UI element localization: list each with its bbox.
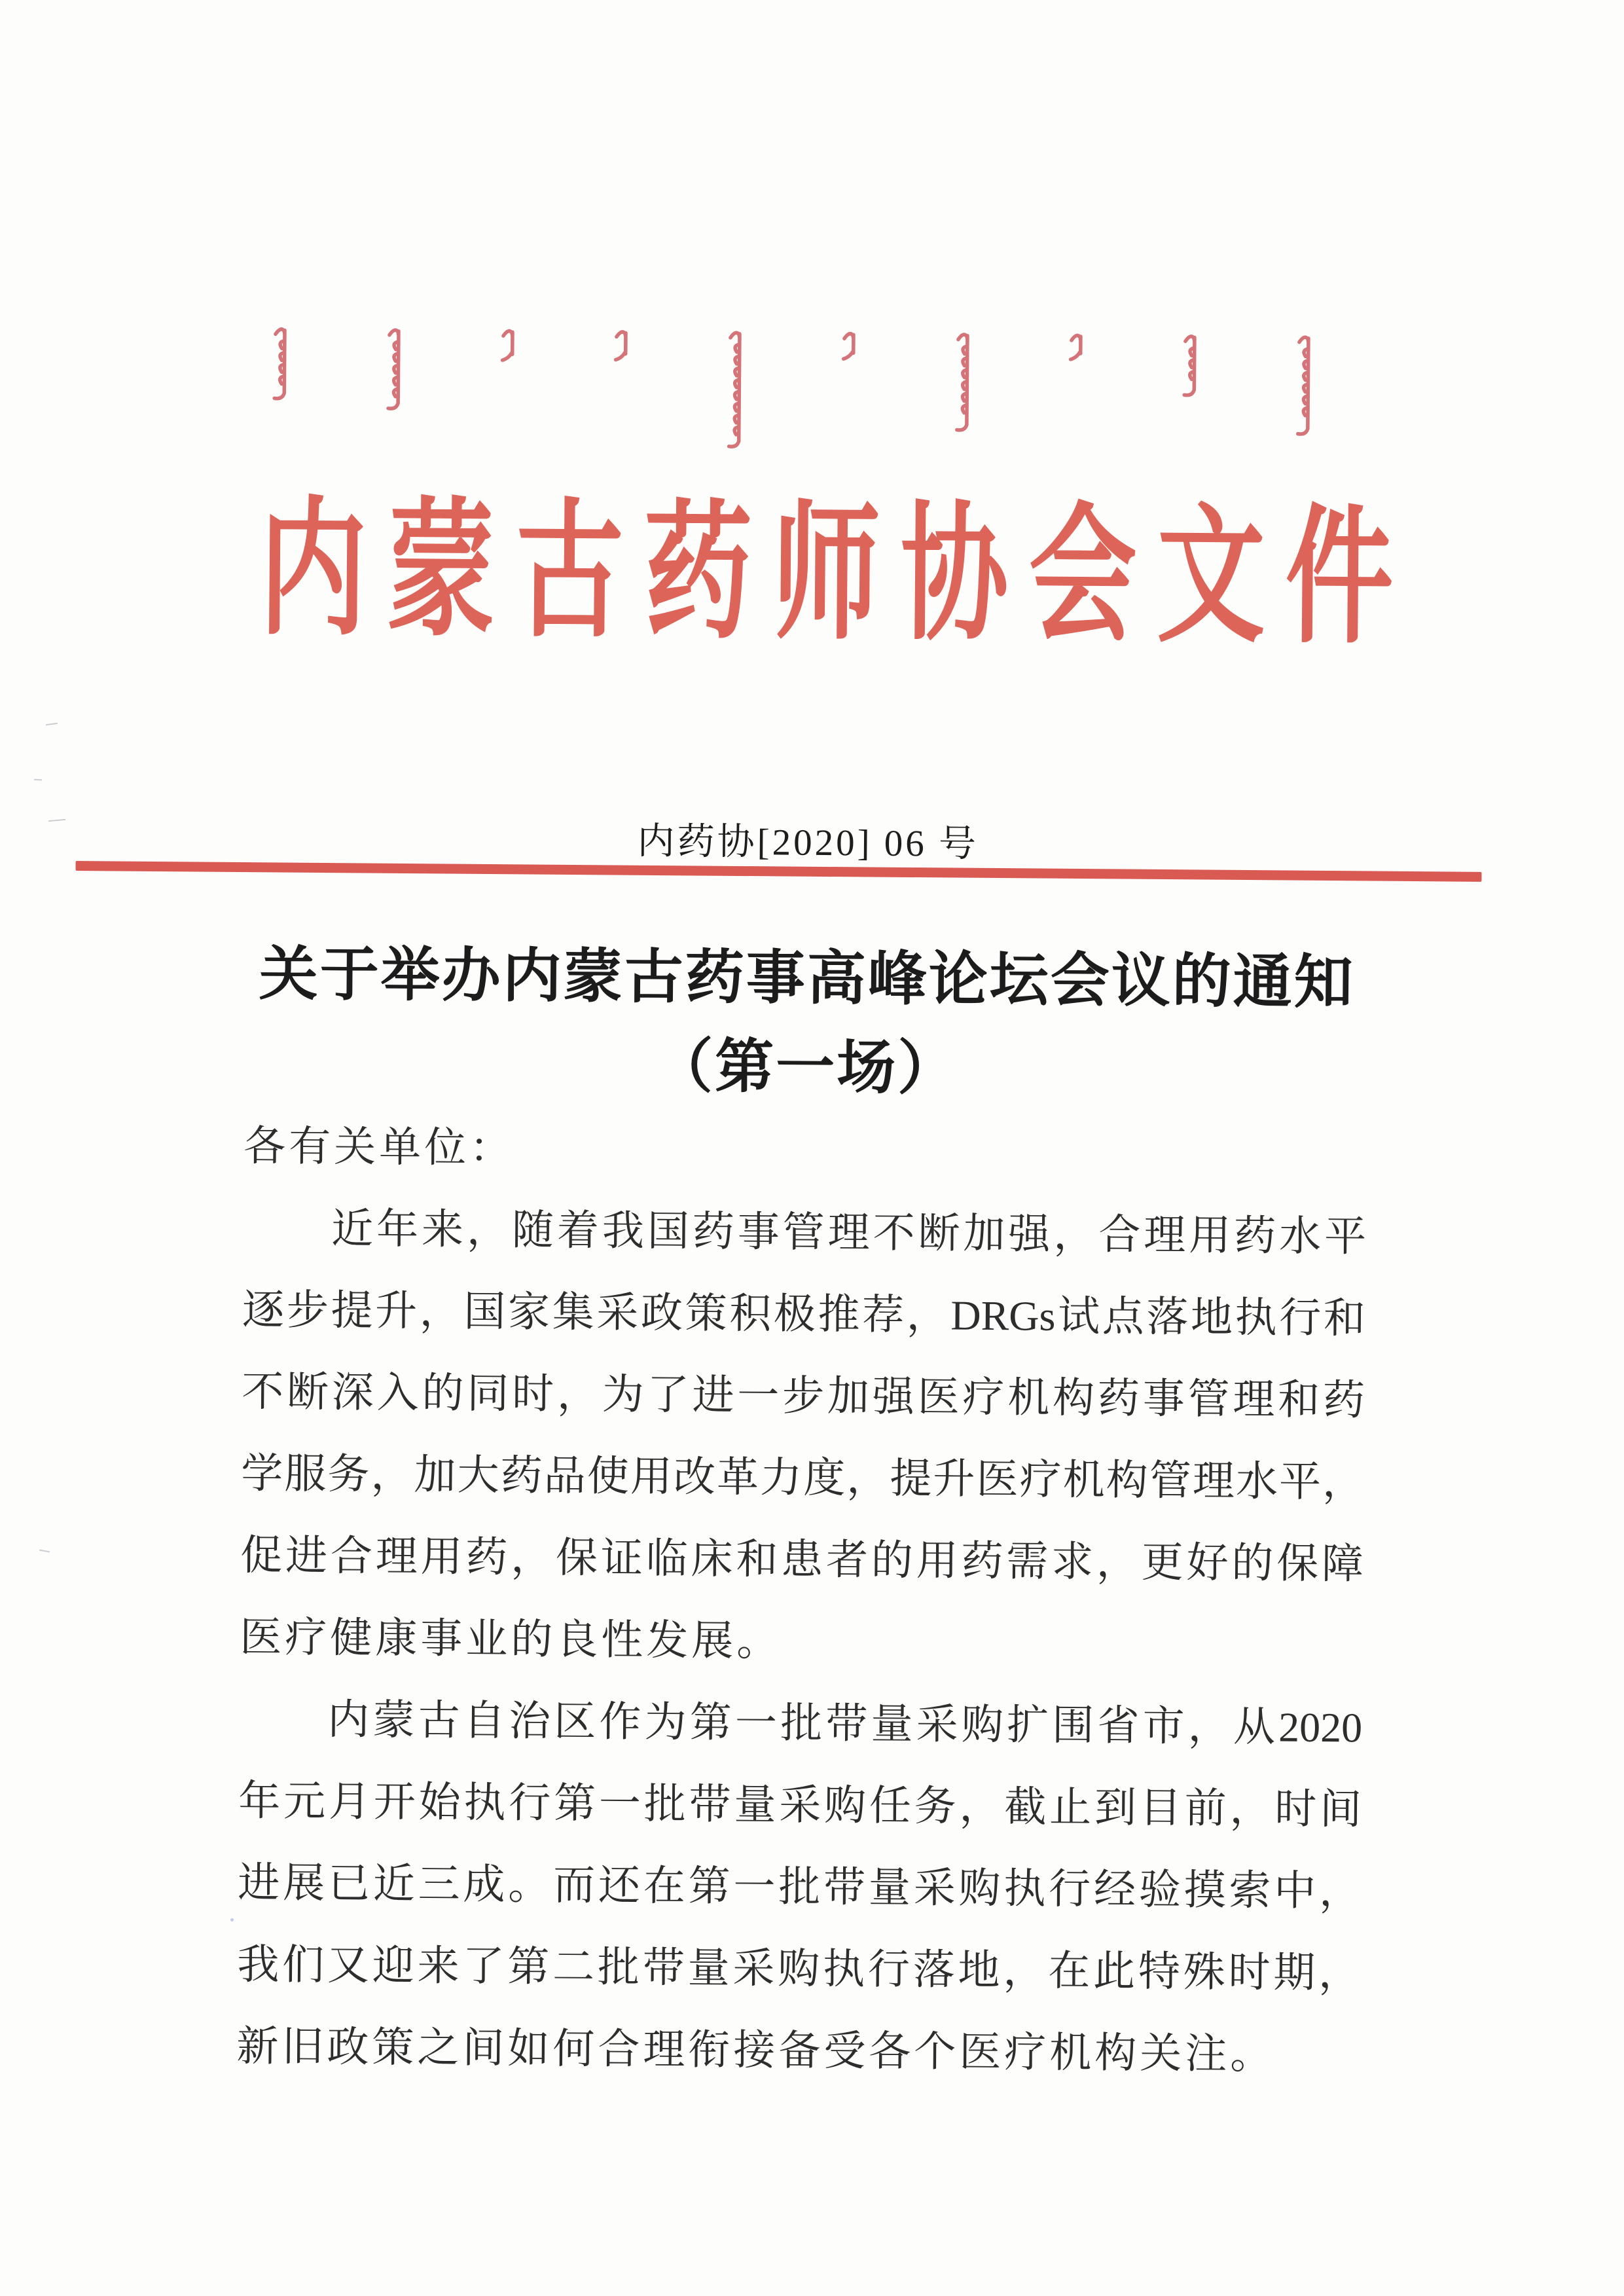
body-line: 医疗健康事业的良性发展。: [240, 1613, 782, 1665]
body-line-token: 不: [873, 1209, 915, 1257]
body-line-token: ，: [846, 1455, 889, 1502]
notice-title-line2: （第一场）: [653, 1034, 959, 1102]
body-line-token: 行: [1279, 1294, 1322, 1341]
body-line-token: 理: [1144, 1211, 1186, 1259]
body-line-token: 进: [692, 1372, 734, 1419]
body-line-token: 元: [283, 1777, 326, 1825]
body-line-token: 务: [327, 1451, 370, 1498]
body-line-token: 摸: [1183, 1867, 1226, 1914]
body-line-token: 特: [1138, 1948, 1181, 1995]
body-line-token: ，: [906, 1291, 949, 1339]
body-line-token: 度: [803, 1454, 846, 1502]
body-line-token: 了: [462, 1942, 505, 1990]
body-line-token: 执: [1235, 1294, 1277, 1341]
body-line-token: 试: [1057, 1292, 1100, 1340]
body-line-token: 保: [555, 1534, 598, 1582]
body-line-token: 购: [961, 1701, 1004, 1749]
body-line-token: 自: [463, 1697, 506, 1745]
body-line-token: 和: [736, 1535, 778, 1583]
body-line-token: 了: [647, 1371, 689, 1419]
body-line-token: 学: [240, 1450, 283, 1497]
body-line-token: 用: [1188, 1212, 1231, 1259]
body-line-token: 药: [1233, 1212, 1276, 1260]
body-line-token: 步: [782, 1372, 825, 1419]
body-line-token: 古: [418, 1697, 460, 1744]
body-line-token: ，: [1318, 1867, 1362, 1915]
masthead-char: 古: [514, 490, 624, 656]
body-line-token: ，: [959, 1783, 1001, 1831]
body-line-token: ，: [1229, 1785, 1272, 1832]
body-line-token: ，: [1053, 1211, 1096, 1258]
body-line-token: 行: [867, 1946, 911, 1994]
body-line-token: 机: [1007, 1374, 1050, 1421]
body-line-token: 事: [737, 1208, 780, 1256]
body-line-token: 开: [373, 1778, 416, 1826]
body-line-token: 带: [825, 1700, 868, 1747]
mongolian-script-header: [264, 323, 1320, 454]
body-line-token: 量: [687, 1944, 730, 1992]
body-line-token: 作: [599, 1698, 641, 1745]
body-line-token: 成: [463, 1861, 505, 1908]
body-line-token: 内: [327, 1696, 370, 1743]
body-line-token: 在: [1047, 1947, 1091, 1995]
body-line-token: 家: [507, 1288, 550, 1336]
body-line-token: 步: [286, 1286, 329, 1334]
body-line-token: 前: [1184, 1785, 1227, 1832]
body-line-token: 从: [1233, 1703, 1276, 1751]
body-line-token: 理: [827, 1209, 870, 1256]
mongolian-script-column: [492, 325, 524, 362]
body-line-token: 求: [1051, 1538, 1094, 1586]
body-line-token: 品: [543, 1452, 586, 1500]
body-line-token: 中: [1274, 1867, 1316, 1914]
body-line-token: 行: [1048, 1865, 1091, 1913]
body-line-token: 执: [1003, 1865, 1046, 1912]
body-line-token: 证: [600, 1535, 643, 1582]
body-line-token: 随: [511, 1207, 554, 1254]
body-line-token: 第: [507, 1943, 550, 1990]
body-line-token: 疗: [1019, 1456, 1062, 1503]
body-line-token: 积: [729, 1290, 772, 1338]
body-line: [237, 1923, 1361, 2014]
body-line-token: 大: [457, 1451, 499, 1499]
body-line-token: 殊: [1183, 1948, 1225, 1995]
body-line-token: 到: [1094, 1784, 1137, 1831]
body-line-token: 同: [467, 1370, 509, 1417]
body-line-token: 量: [734, 1781, 776, 1829]
masthead-char: 师: [771, 492, 881, 658]
body-line-token: 革: [716, 1453, 759, 1501]
body-line-token: 的: [422, 1370, 464, 1417]
body-line-token: 行: [509, 1779, 551, 1827]
body-line-token: 带: [642, 1944, 685, 1992]
body-line-token: ，: [370, 1451, 413, 1499]
body-line-token: 不: [241, 1368, 284, 1415]
body-line-token: 地: [1190, 1294, 1233, 1341]
body-line-token: 药: [1322, 1376, 1365, 1424]
body-line-token: 省: [1097, 1702, 1140, 1749]
body-line-token: 市: [1142, 1702, 1185, 1750]
body-line-token: 服: [284, 1450, 327, 1498]
body-line-token: 第: [689, 1699, 732, 1746]
body-line: 各有关单位：: [243, 1123, 515, 1172]
body-line-token: 疗: [962, 1374, 1005, 1421]
body-line-token: 和: [1323, 1294, 1366, 1342]
body-line-token: 截: [1004, 1783, 1047, 1831]
body-line-token: 用: [916, 1537, 958, 1584]
body-line: [238, 1842, 1362, 1932]
masthead-char: 协: [899, 493, 1009, 659]
body-line-token: 水: [1235, 1457, 1278, 1505]
body-line-token: 提: [890, 1455, 932, 1503]
body-line-token: 二: [552, 1943, 595, 1991]
body-line-token: 批: [643, 1780, 687, 1828]
notice-body: [236, 1105, 1367, 2096]
body-line-token: 批: [780, 1700, 823, 1747]
body-line-token: 构: [1106, 1457, 1149, 1504]
body-line-token: 合: [330, 1533, 373, 1580]
body-line-token: 进: [285, 1532, 328, 1580]
body-line-token: 荐: [861, 1291, 905, 1338]
body-line-token: 事: [1142, 1375, 1185, 1423]
body-line-token: 点: [1102, 1293, 1145, 1340]
body-line-token: 水: [1278, 1212, 1322, 1260]
body-line-token: 区: [553, 1698, 596, 1745]
mongolian-script-column: [1061, 330, 1092, 361]
body-line-token: 采: [916, 1701, 958, 1748]
body-line-token: 采: [913, 1865, 956, 1912]
body-line-token: 围: [1051, 1702, 1094, 1749]
body-line-token: 们: [281, 1941, 325, 1989]
body-line-token: 还: [598, 1862, 641, 1909]
body-line: [242, 1269, 1366, 1359]
body-line-token: 采: [596, 1289, 639, 1336]
scan-artifact: [230, 1918, 234, 1922]
body-line-token: 断: [286, 1368, 329, 1416]
body-line-token: 深: [331, 1369, 374, 1416]
body-line-token: 的: [871, 1537, 914, 1584]
body-line-token: 时: [1228, 1948, 1271, 1996]
body-line-token: 迎: [372, 1942, 415, 1990]
body-line-token: 量: [871, 1700, 913, 1748]
body-line-token: 管: [1187, 1376, 1230, 1423]
body-line-token: 进: [238, 1859, 280, 1906]
body-line-token: 障: [1321, 1540, 1364, 1588]
body-line-token: ，: [419, 1288, 462, 1335]
body-line-token: 加: [414, 1451, 456, 1499]
mongolian-script-column: [606, 326, 638, 361]
body-line-token: ，: [1187, 1703, 1231, 1750]
body-line-token: 国: [463, 1288, 506, 1336]
body-line-token: 一: [737, 1372, 780, 1419]
mongolian-script-column: [719, 327, 751, 449]
body-line-token: 蒙: [372, 1696, 415, 1744]
body-line-token: ，: [466, 1206, 509, 1254]
masthead-char: 文: [1156, 495, 1266, 661]
body-line-token: 加: [827, 1373, 870, 1420]
body-line-token: ，: [556, 1370, 600, 1418]
body-line-token: 经: [1093, 1866, 1136, 1913]
body-line-token: 为: [644, 1698, 687, 1746]
body-line-token: 时: [1274, 1785, 1317, 1832]
masthead-char: 会: [1028, 494, 1138, 660]
body-line-token: 第: [688, 1863, 731, 1910]
body-line-token: 治: [508, 1698, 551, 1745]
body-line-token: 批: [778, 1863, 821, 1910]
body-line-token: 止: [1049, 1783, 1092, 1831]
body-line-token: 落: [912, 1946, 956, 1994]
document-number: 内药协[2020] 06 号: [637, 820, 979, 865]
body-line-token: ，: [510, 1534, 553, 1581]
notice-title-line1: 关于举办内蒙古药事高峰论坛会议的通知: [259, 942, 1356, 1016]
body-line-token: 批: [597, 1944, 640, 1991]
body-line: [242, 1351, 1365, 1441]
body-line-token: 第: [553, 1779, 596, 1827]
body-line-token: 三: [418, 1861, 460, 1908]
body-line-token: 我: [237, 1941, 280, 1988]
masthead-char: 内: [258, 488, 368, 654]
body-line-token: 使: [586, 1453, 630, 1500]
body-line-token: 购: [823, 1782, 867, 1829]
body-line-token: 近: [331, 1205, 374, 1252]
body-line-token: 断: [918, 1210, 960, 1257]
body-line-token: 年: [376, 1205, 419, 1253]
body-line-token: 逐: [242, 1286, 285, 1334]
body-line-token: ，: [1322, 1458, 1365, 1506]
mongolian-script-column: [833, 328, 865, 361]
masthead-title: [248, 488, 1394, 662]
body-line-token: 需: [1006, 1538, 1049, 1585]
body-line-token: 扩: [1006, 1702, 1049, 1749]
body-line-token: 带: [689, 1781, 731, 1828]
body-line-token: 合: [1098, 1211, 1141, 1258]
body-line-token: 落: [1146, 1293, 1189, 1341]
body-line-token: 采: [732, 1944, 775, 1992]
body-line-token: 时: [511, 1370, 554, 1417]
body-line-token: 务: [914, 1783, 956, 1830]
masthead-char: 蒙: [386, 488, 496, 655]
body-line-token: 一: [733, 1863, 776, 1910]
body-line-token: 升: [374, 1287, 418, 1335]
body-line-token: 着: [556, 1207, 600, 1254]
body-line-token: 。: [508, 1861, 550, 1908]
body-line-token: 又: [327, 1942, 370, 1989]
masthead-char: 件: [1284, 496, 1394, 662]
body-line: [243, 1187, 1367, 1277]
body-line-token: 为: [602, 1371, 645, 1418]
body-line-token: ，: [1096, 1539, 1139, 1586]
body-line-token: 来: [421, 1206, 464, 1253]
body-line-token: ，: [1318, 1949, 1361, 1997]
body-line-token: 执: [822, 1946, 865, 1993]
body-line-token: 平: [1278, 1458, 1322, 1505]
body-line-token: 升: [933, 1455, 975, 1503]
body-line-token: 者: [825, 1537, 869, 1584]
body-line-token: 来: [417, 1942, 460, 1990]
body-line-token: 目: [1139, 1784, 1182, 1832]
body-line-token: 购: [778, 1945, 820, 1992]
body-line-token: 验: [1138, 1866, 1182, 1914]
body-line-token: 用: [630, 1453, 673, 1501]
body-line-token: 患: [780, 1536, 823, 1583]
body-line-token: 临: [645, 1535, 688, 1582]
body-line-token: 理: [375, 1533, 418, 1580]
body-line-token: 已: [327, 1860, 370, 1907]
body-line: [240, 1514, 1364, 1605]
body-line-token: 和: [1277, 1376, 1320, 1423]
body-line-token: 入: [376, 1369, 419, 1417]
body-line: [239, 1678, 1363, 1768]
body-line-token: 床: [691, 1535, 733, 1582]
body-line-token: 强: [1008, 1211, 1051, 1258]
body-line-token: 集: [552, 1288, 594, 1336]
body-line-token: 好: [1186, 1539, 1229, 1586]
body-line-token: 理: [1233, 1376, 1275, 1423]
mongolian-script-column: [947, 329, 979, 432]
body-line-token: 展: [282, 1859, 325, 1907]
body-line: [238, 1760, 1362, 1850]
body-line-token: 执: [463, 1779, 506, 1827]
body-line-token: 地: [958, 1946, 1000, 1994]
body-line-token: 任: [869, 1782, 912, 1830]
body-line-token: 平: [1324, 1212, 1367, 1260]
body-line-token: 加: [963, 1210, 1005, 1258]
body-line-token: 更: [1141, 1539, 1184, 1586]
body-line-token: 我: [602, 1207, 645, 1254]
body-line-token: 药: [500, 1452, 543, 1499]
mongolian-script-column: [1174, 331, 1206, 397]
body-line: [241, 1432, 1365, 1523]
body-line-token: 改: [673, 1453, 716, 1501]
body-line-token: 期: [1273, 1949, 1316, 1996]
body-line-token: 政: [640, 1289, 683, 1337]
body-line-token: ，: [1003, 1947, 1045, 1994]
body-line-token: 机: [1062, 1456, 1105, 1504]
body-line-token: 购: [958, 1865, 1001, 1912]
body-line-token: 策: [685, 1290, 727, 1337]
body-line-token: 力: [759, 1454, 803, 1501]
body-line-token: 管: [1149, 1457, 1192, 1504]
body-line-token: 提: [331, 1287, 373, 1334]
body-line-token: 月: [328, 1778, 371, 1825]
mongolian-script-column: [378, 325, 410, 411]
body-line-token: 推: [818, 1290, 860, 1338]
body-line-token: 药: [465, 1533, 508, 1581]
body-line-token: 2020: [1278, 1704, 1363, 1751]
body-line-token: 索: [1229, 1867, 1271, 1914]
body-line: 新旧政策之间如何合理衔接备受各个医疗机构关注。: [236, 2022, 1276, 2078]
body-line-token: 药: [961, 1537, 1003, 1585]
body-line-token: 一: [598, 1780, 641, 1827]
body-line-token: 此: [1092, 1948, 1136, 1995]
body-line-token: 而: [552, 1861, 596, 1909]
body-line-token: 一: [734, 1699, 778, 1747]
body-line-token: 强: [872, 1373, 915, 1421]
body-line-token: 量: [868, 1864, 911, 1912]
body-line-token: 年: [238, 1777, 281, 1825]
mongolian-script-column: [264, 323, 297, 401]
body-line-token: 国: [647, 1207, 690, 1255]
mongolian-script-column: [1288, 332, 1320, 437]
masthead-char: 药: [643, 491, 753, 657]
body-line-token: 带: [823, 1864, 866, 1911]
body-line-token: 间: [1319, 1785, 1362, 1833]
body-line-token: 采: [778, 1781, 821, 1829]
body-line-token: 药: [1097, 1375, 1140, 1422]
body-line-token: 理: [1192, 1457, 1235, 1504]
body-line-token: 管: [782, 1209, 825, 1256]
body-line-token: 促: [240, 1532, 283, 1579]
body-line-token: 保: [1276, 1540, 1319, 1587]
body-line-token: DRGs: [950, 1292, 1056, 1339]
body-line-token: 用: [420, 1533, 463, 1580]
body-line-token: 始: [418, 1779, 461, 1826]
body-line-token: 在: [643, 1862, 686, 1910]
body-line-token: 医: [976, 1455, 1019, 1503]
body-line-token: 极: [773, 1290, 816, 1338]
body-line-token: 药: [692, 1208, 735, 1255]
body-line-token: 的: [1231, 1539, 1274, 1587]
body-line-token: 近: [372, 1860, 416, 1908]
body-line-token: 构: [1052, 1374, 1095, 1422]
body-line-token: 医: [917, 1374, 960, 1421]
